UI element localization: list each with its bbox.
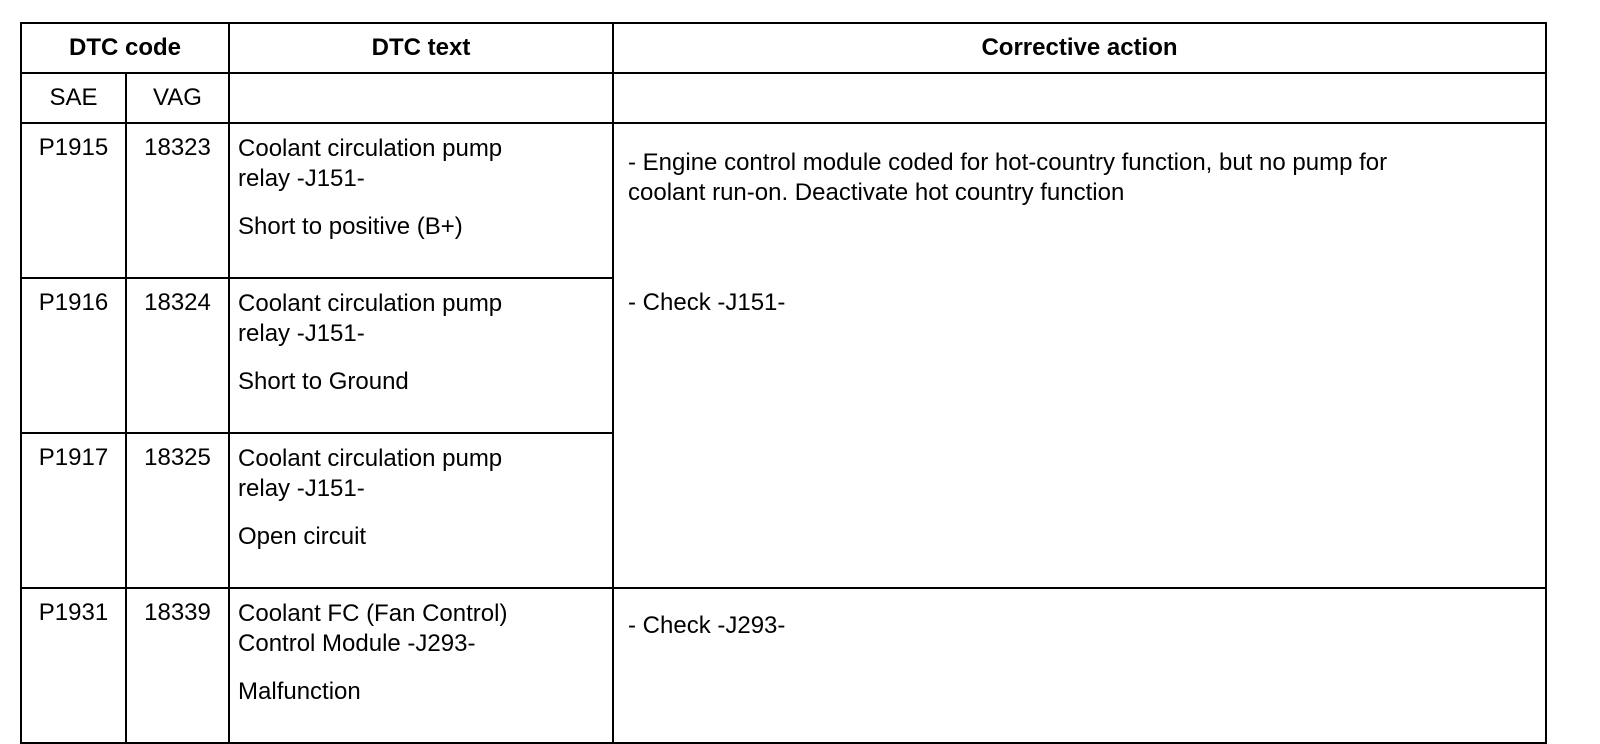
sae-code: P1931 xyxy=(21,588,126,743)
subheader-sae: SAE xyxy=(21,73,126,123)
dtc-condition: Short to Ground xyxy=(238,368,409,395)
relay-check-action: - Check -J151- xyxy=(628,289,786,316)
table-row xyxy=(21,588,1546,743)
header-row xyxy=(21,23,1546,73)
dtc-text-line1: Coolant FC (Fan Control) xyxy=(238,600,508,627)
subheader-empty-action xyxy=(613,73,1546,123)
dtc-text-cell xyxy=(229,123,613,278)
relay-corrective-action xyxy=(613,123,1546,588)
subheader-empty-text xyxy=(229,73,613,123)
dtc-text-cell xyxy=(229,588,613,743)
sae-code: P1917 xyxy=(21,433,126,588)
dtc-text-line1: Coolant circulation pump xyxy=(238,290,503,317)
sae-code: P1915 xyxy=(21,123,126,278)
dtc-text-line1: Coolant circulation pump xyxy=(238,445,503,472)
header-corrective-action: Corrective action xyxy=(613,23,1546,73)
vag-code: 18339 xyxy=(126,588,229,743)
dtc-text-line2: relay -J151- xyxy=(238,165,365,192)
dtc-condition: Short to positive (B+) xyxy=(238,213,463,240)
dtc-text-line2: relay -J151- xyxy=(238,320,365,347)
fan-check-action: - Check -J293- xyxy=(628,612,786,639)
table-row xyxy=(21,123,1546,278)
vag-code: 18323 xyxy=(126,123,229,278)
header-dtc-text: DTC text xyxy=(229,23,613,73)
dtc-text-line2: Control Module -J293- xyxy=(238,630,476,657)
subheader-row xyxy=(21,73,1546,123)
dtc-text-cell xyxy=(229,278,613,433)
dtc-text-cell xyxy=(229,433,613,588)
dtc-condition: Open circuit xyxy=(238,523,367,550)
relay-action-line2: coolant run-on. Deactivate hot country function xyxy=(628,179,1125,206)
subheader-vag: VAG xyxy=(126,73,229,123)
header-dtc-code: DTC code xyxy=(21,23,229,73)
vag-code: 18324 xyxy=(126,278,229,433)
vag-code: 18325 xyxy=(126,433,229,588)
dtc-condition: Malfunction xyxy=(238,678,361,705)
dtc-text-line2: relay -J151- xyxy=(238,475,365,502)
sae-code: P1916 xyxy=(21,278,126,433)
dtc-table xyxy=(20,22,1547,744)
dtc-text-line1: Coolant circulation pump xyxy=(238,135,503,162)
relay-action-line1: - Engine control module coded for hot-country function, but no pump for xyxy=(628,149,1388,176)
fan-corrective-action xyxy=(613,588,1546,743)
